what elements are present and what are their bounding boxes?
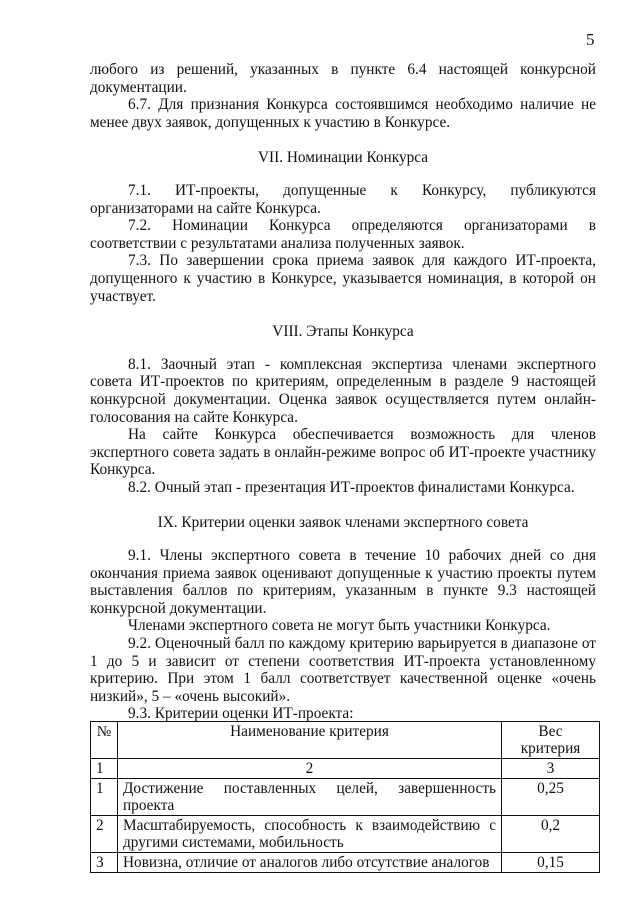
table-cell: 2	[91, 816, 118, 853]
table-cell: 3	[502, 759, 600, 779]
table-cell: Достижение поставленных целей, завершенность проекта	[118, 779, 502, 816]
section-9-heading: IX. Критерии оценки заявок членами экспертного совета	[157, 514, 529, 532]
table-index-row	[91, 759, 600, 779]
table-cell: Новизна, отличие от аналогов либо отсутствие аналогов	[118, 853, 502, 873]
table-row	[91, 779, 600, 816]
paragraph-7-1: 7.1. ИТ-проекты, допущенные к Конкурсу, публикуются организаторами на сайте Конкурса.	[90, 181, 596, 217]
table-cell: 1	[91, 779, 118, 816]
table-header-cell: №	[91, 722, 118, 759]
section-7-heading: VII. Номинации Конкурса	[257, 149, 429, 167]
table-header-cell: Вес критерия	[502, 722, 600, 759]
table-cell: 3	[91, 853, 118, 873]
paragraph-9-1-members: Членами экспертного совета не могут быть участники Конкурса.	[128, 617, 551, 635]
paragraph-7-3: 7.3. По завершении срока приема заявок для каждого ИТ-проекта, допущенного к участию в Конкурсе, указывается номинация, в которой он участвует.	[90, 252, 596, 305]
paragraph-9-1: 9.1. Члены экспертного совета в течение 10 рабочих дней со дня окончания приема заявок оценивают допущенные к участию проекты путем выставления баллов по критериям, указанным в пункте 9.3 настоящей конкурсной документации.	[90, 547, 596, 617]
table-row	[91, 853, 600, 873]
page-number: 5	[586, 30, 595, 49]
table-header-row	[91, 722, 600, 759]
table-header-cell: Наименование критерия	[118, 722, 502, 759]
paragraph-9-2: 9.2. Оценочный балл по каждому критерию варьируется в диапазоне от 1 до 5 и зависит от степени соответствия ИТ-проекта установленному критерию. При этом 1 балл соответствует качественной оценке «очень низкий», 5 – «очень высокий».	[90, 635, 596, 705]
table-cell: 2	[118, 759, 502, 779]
section-8-heading: VIII. Этапы Конкурса	[272, 323, 414, 341]
table-cell: Масштабируемость, способность к взаимодействию с другими системами, мобильность	[118, 816, 502, 853]
table-cell: 1	[91, 759, 118, 779]
paragraph-6-7: 6.7. Для признания Конкурса состоявшимся необходимо наличие не менее двух заявок, допущенных к участию в Конкурсе.	[90, 96, 596, 131]
document-body	[90, 61, 596, 723]
paragraph-8-1-site: На сайте Конкурса обеспечивается возможность для членов экспертного совета задать в онлайн-режиме вопрос об ИТ-проекте участнику Конкурса.	[90, 426, 596, 479]
criteria-table	[90, 721, 600, 873]
table-cell: 0,25	[502, 779, 600, 816]
paragraph-continued: любого из решений, указанных в пункте 6.4 настоящей конкурсной документации.	[90, 61, 596, 96]
paragraph-7-2: 7.2. Номинации Конкурса определяются организаторами в соответствии с результатами анализа полученных заявок.	[90, 217, 596, 252]
paragraph-8-2: 8.2. Очный этап - презентация ИТ-проектов финалистами Конкурса.	[128, 478, 575, 496]
table-row	[91, 816, 600, 853]
paragraph-9-3: 9.3. Критерии оценки ИТ-проекта:	[128, 705, 354, 723]
table-cell: 0,15	[502, 853, 600, 873]
paragraph-8-1: 8.1. Заочный этап - комплексная экспертиза членами экспертного совета ИТ-проектов по критериям, определенным в разделе 9 настоящей конкурсной документации. Оценка заявок осуществляется путем онлайн-голосования на сайте Конкурса.	[90, 355, 596, 426]
table-cell: 0,2	[502, 816, 600, 853]
